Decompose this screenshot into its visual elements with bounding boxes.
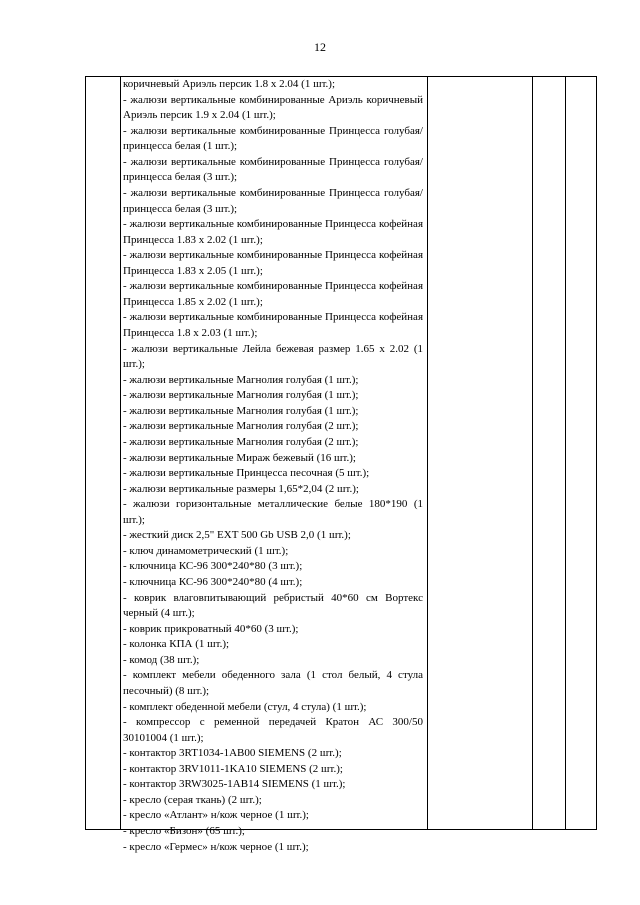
list-item: - коврик прикроватный 40*60 (3 шт.); [123,622,299,635]
list-item: - жалюзи вертикальные Магнолия голубая (2 шт.); [123,435,359,448]
list-item: - жалюзи вертикальные комбинированные Принцесса кофейная Принцесса 1.8 х 2.03 (1 шт.); [123,311,423,339]
list-item: - ключ динамометрический (1 шт.); [123,544,289,557]
list-item: - кресло «Гермес» н/кож черное (1 шт.); [123,840,309,853]
item-list [123,77,423,855]
list-item: - ключница КС-96 300*240*80 (3 шт.); [123,560,303,573]
list-item: - жалюзи вертикальные Магнолия голубая (1 шт.); [123,404,359,417]
list-item: - жалюзи вертикальные комбинированные Принцесса кофейная Принцесса 1.85 х 2.02 (1 шт.); [123,280,423,308]
list-item: - жалюзи горизонтальные металлические белые 180*190 (1 шт.); [123,498,423,526]
list-item: - жалюзи вертикальные Мираж бежевый (16 шт.); [123,451,356,464]
list-item: - комплект мебели обеденного зала (1 стол белый, 4 стула песочный) (8 шт.); [123,669,423,697]
list-item: - контактор 3RW3025-1AB14 SIEMENS (1 шт.); [123,778,346,791]
list-item: коричневый Ариэль персик 1.8 х 2.04 (1 шт.); [123,78,336,90]
list-item: - кресло «Атлант» н/кож черное (1 шт.); [123,809,309,822]
list-item: - жалюзи вертикальные размеры 1,65*2,04 (2 шт.); [123,482,359,495]
list-item: - комплект обеденной мебели (стул, 4 стула) (1 шт.); [123,700,367,713]
list-item: - коврик влаговпитывающий ребристый 40*60 см Вортекс черный (4 шт.); [123,591,423,620]
list-item: - жалюзи вертикальные Лейла бежевая размер 1.65 х 2.02 (1 шт.); [123,342,423,371]
column-divider [565,77,566,829]
list-item: - жалюзи вертикальные комбинированные Принцесса голубая/принцесса белая (3 шт.); [123,155,423,184]
list-item: - жалюзи вертикальные Магнолия голубая (2 шт.); [123,420,359,433]
list-item: - жалюзи вертикальные комбинированные Принцесса голубая/принцесса белая (1 шт.); [123,124,423,153]
list-item: - ключница КС-96 300*240*80 (4 шт.); [123,576,303,588]
list-item: - контактор 3RV1011-1KA10 SIEMENS (2 шт.); [123,762,343,775]
list-item: - жалюзи вертикальные комбинированные Принцесса голубая/принцесса белая (3 шт.); [123,186,423,215]
list-item: - жалюзи вертикальные Магнолия голубая (1 шт.); [123,373,359,386]
list-item: - жесткий диск 2,5" EXT 500 Gb USB 2,0 (1 шт.); [123,529,351,542]
list-item: - компрессор с ременной передачей Кратон АС 300/50 30101004 (1 шт.); [123,716,423,744]
column-divider [120,77,121,829]
list-item: - кресло «Бизон» (65 шт.); [123,825,245,837]
list-item: - жалюзи вертикальные Принцесса песочная (5 шт.); [123,467,370,480]
list-item: - кресло (серая ткань) (2 шт.); [123,793,262,806]
list-item: - контактор 3RT1034-1AB00 SIEMENS (2 шт.); [123,747,342,760]
list-item: - жалюзи вертикальные Магнолия голубая (1 шт.); [123,389,359,402]
list-item: - колонка КПА (1 шт.); [123,638,230,651]
column-divider [427,77,428,829]
column-divider [532,77,533,829]
list-item: - жалюзи вертикальные комбинированные Ариэль коричневый Ариэль персик 1.9 х 2.04 (1 шт.); [123,93,423,122]
list-item: - жалюзи вертикальные комбинированные Принцесса кофейная Принцесса 1.83 х 2.05 (1 шт.); [123,249,423,277]
list-item: - комод (38 шт.); [123,653,200,666]
list-item: - жалюзи вертикальные комбинированные Принцесса кофейная Принцесса 1.83 х 2.02 (1 шт.); [123,218,423,246]
page-number: 12 [314,40,326,54]
